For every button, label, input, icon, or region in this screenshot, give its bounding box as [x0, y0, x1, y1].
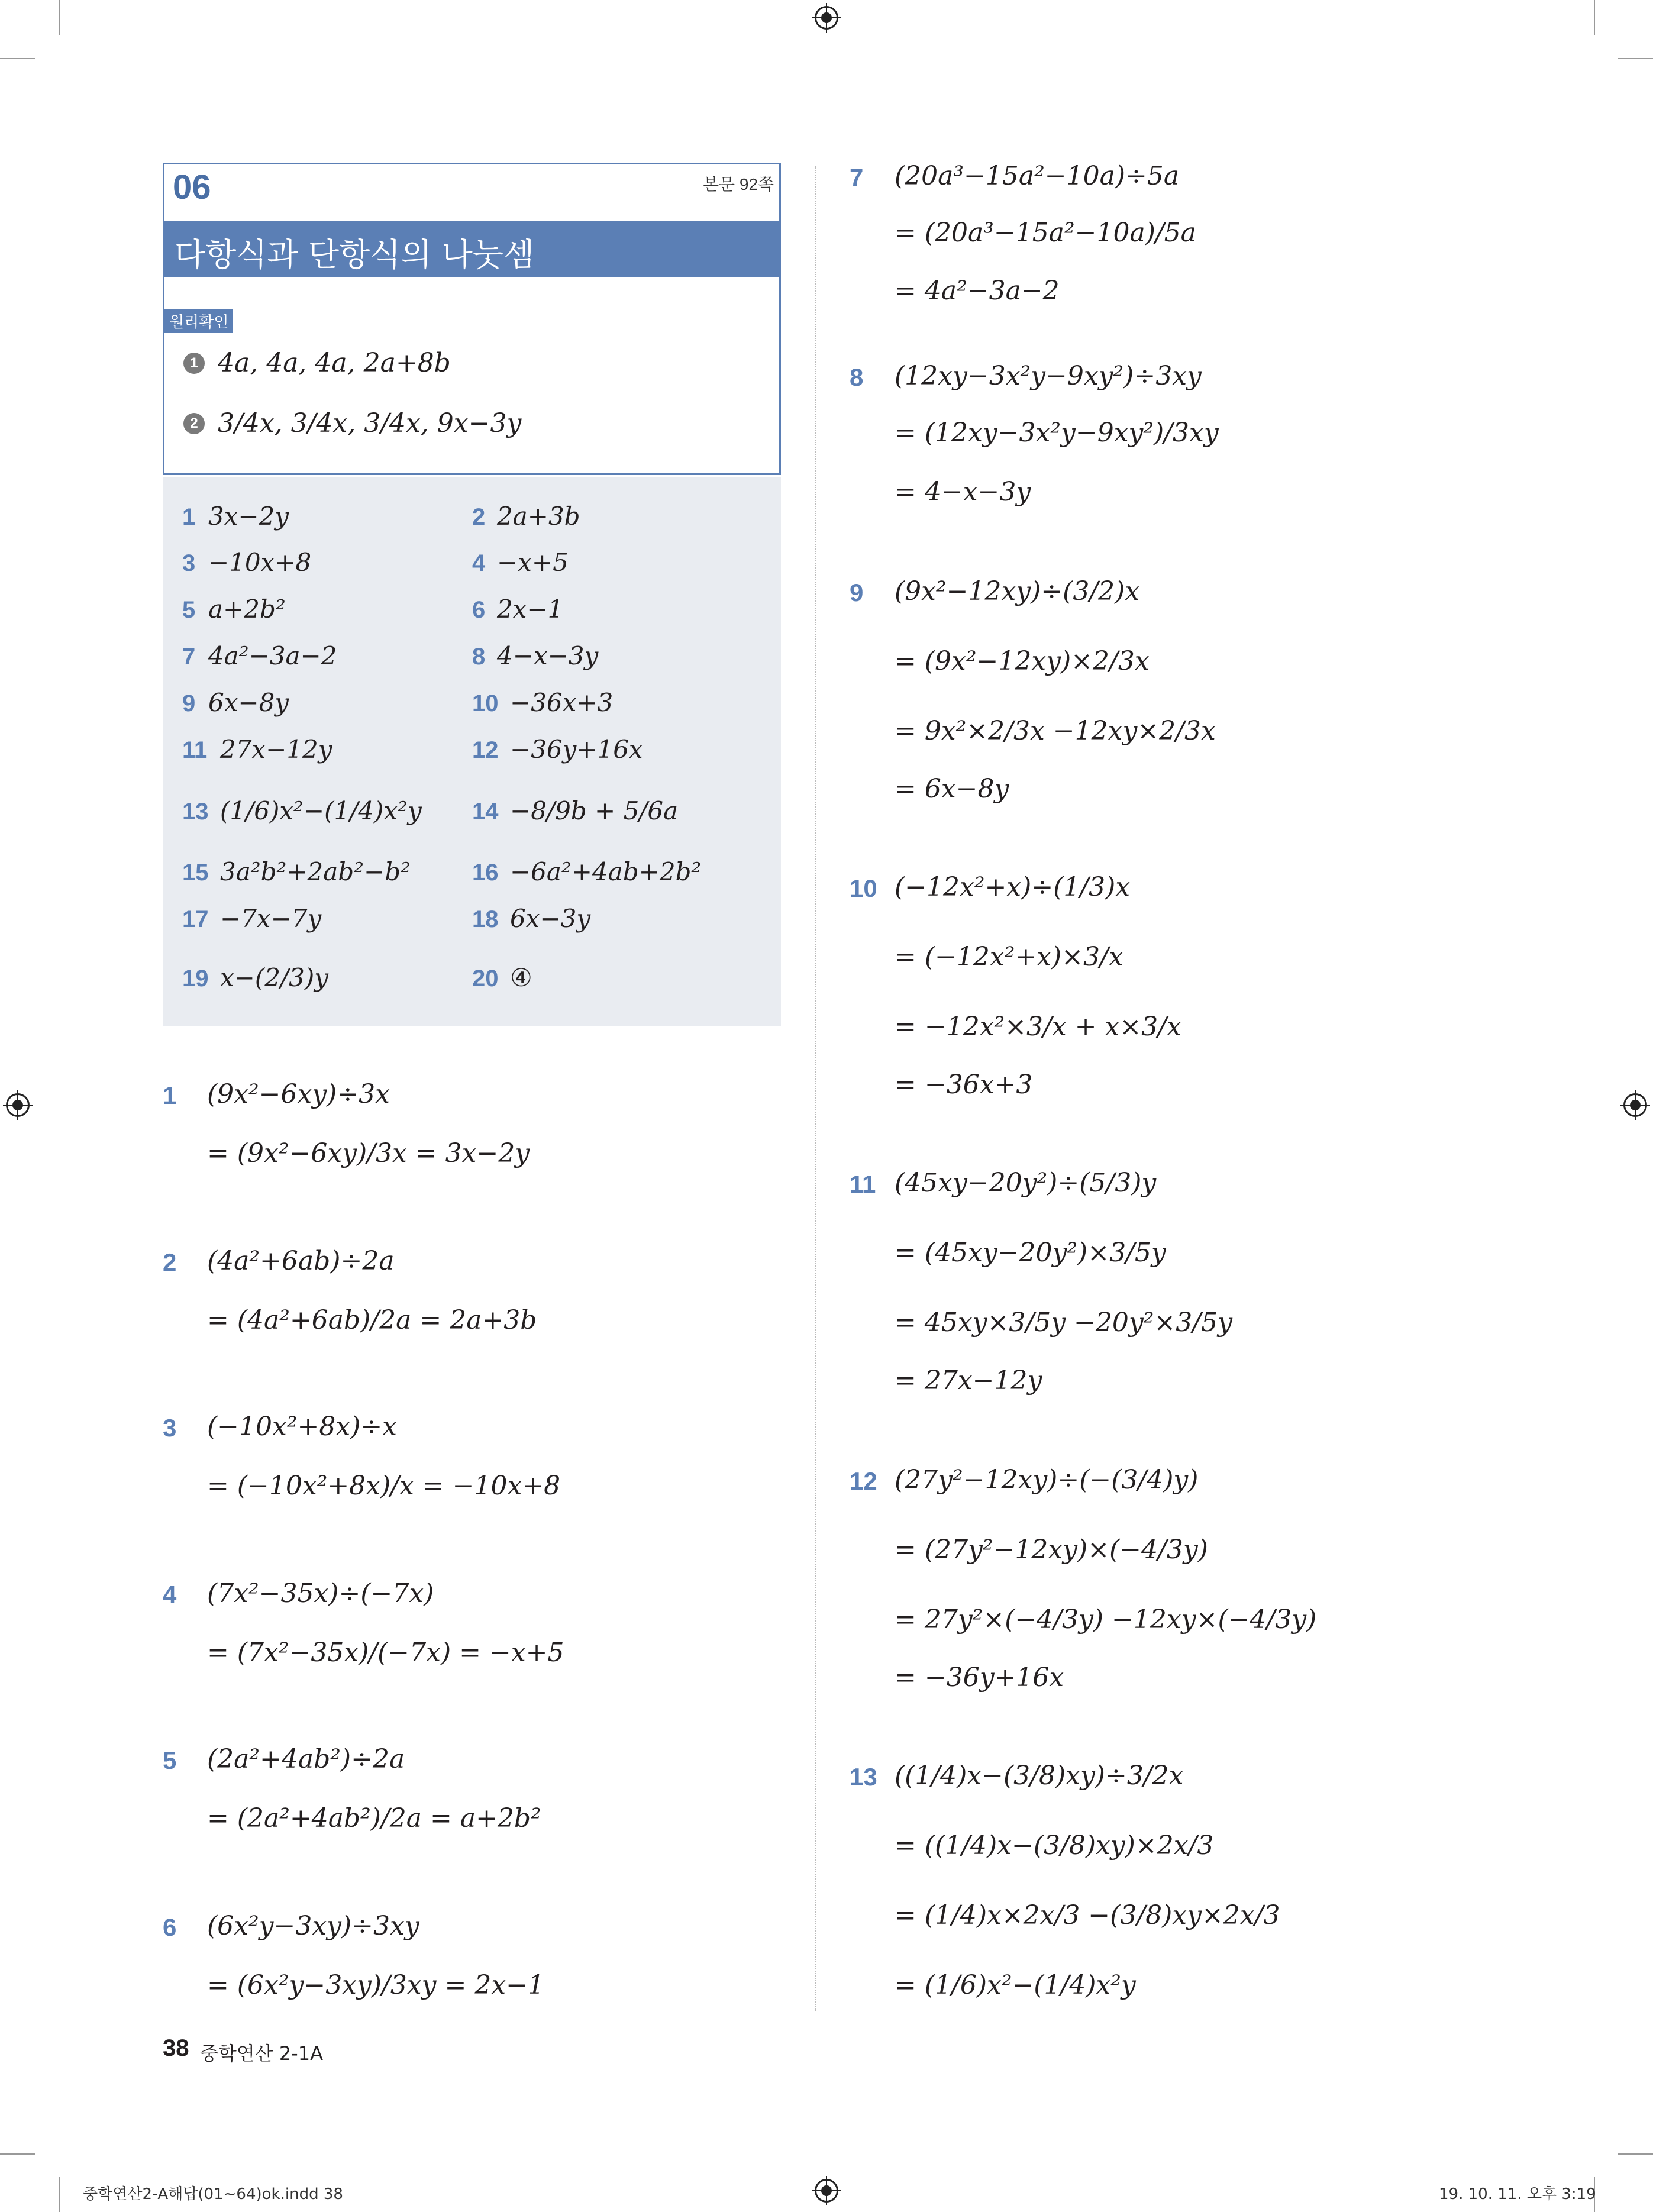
answer-number: 8 — [472, 644, 486, 670]
solution-line: (27y²−12xy)÷(−(3/4)y) — [895, 1465, 1199, 1495]
solution-line: (4a²+6ab)÷2a — [207, 1246, 395, 1276]
circle-number-2-icon: 2 — [183, 413, 205, 434]
solution-number: 11 — [850, 1170, 876, 1198]
principle-badge: 원리확인 — [164, 309, 233, 333]
answer-value: (1/6)x²−(1/4)x²y — [220, 796, 422, 825]
solution-number: 3 — [163, 1414, 177, 1442]
solution-line: = 9x²×2/3x −12xy×2/3x — [895, 716, 1216, 746]
solution-number: 10 — [850, 874, 877, 902]
solution-line: = −36x+3 — [895, 1070, 1033, 1100]
solution-line: (12xy−3x²y−9xy²)÷3xy — [895, 361, 1202, 391]
answer-number: 18 — [472, 906, 499, 932]
answer-number: 6 — [472, 597, 486, 623]
answer-number: 20 — [472, 965, 499, 992]
answer-value: 2a+3b — [497, 502, 580, 531]
solution-line: = 27y²×(−4/3y) −12xy×(−4/3y) — [895, 1604, 1317, 1635]
principle-2: 3/4x, 3/4x, 3/4x, 9x−3y — [218, 408, 522, 438]
registration-mark-icon — [6, 1093, 30, 1117]
answer-number: 19 — [182, 965, 209, 992]
answer-value: 3x−2y — [208, 502, 289, 531]
crop-mark — [1618, 58, 1653, 59]
answer-number: 3 — [182, 550, 196, 576]
solution-line: = (1/4)x×2x/3 −(3/8)xy×2x/3 — [895, 1900, 1280, 1930]
solution-line: = (9x²−6xy)/3x = 3x−2y — [207, 1138, 530, 1168]
solution-line: = (−10x²+8x)/x = −10x+8 — [207, 1471, 561, 1501]
answer-number: 15 — [182, 860, 209, 886]
solution-line: = (4a²+6ab)/2a = 2a+3b — [207, 1305, 537, 1335]
answer-number: 7 — [182, 644, 196, 670]
solution-line: = (20a³−15a²−10a)/5a — [895, 218, 1196, 248]
answer-value: 6x−3y — [510, 904, 591, 933]
answer-number: 1 — [182, 504, 196, 530]
registration-mark-icon — [815, 6, 838, 30]
column-divider — [815, 166, 816, 2011]
answer-number: 4 — [472, 550, 486, 576]
solution-line: = 4−x−3y — [895, 477, 1031, 507]
answer-number: 5 — [182, 597, 196, 623]
solution-line: = (27y²−12xy)×(−4/3y) — [895, 1535, 1208, 1565]
solution-number: 2 — [163, 1248, 177, 1276]
solution-line: = −12x²×3/x + x×3/x — [895, 1012, 1181, 1042]
answer-number: 17 — [182, 906, 209, 932]
crop-mark — [1594, 0, 1595, 35]
answer-number: 9 — [182, 690, 196, 716]
solution-line: (9x²−6xy)÷3x — [207, 1079, 390, 1109]
answer-value: −36y+16x — [510, 735, 643, 764]
solution-number: 9 — [850, 579, 864, 606]
answer-number: 12 — [472, 737, 499, 763]
answer-value: 2x−1 — [497, 595, 564, 624]
solution-line: = (9x²−12xy)×2/3x — [895, 646, 1150, 676]
solution-line: (9x²−12xy)÷(3/2)x — [895, 576, 1140, 606]
solution-line: = (−12x²+x)×3/x — [895, 942, 1123, 972]
crop-mark — [0, 2153, 35, 2155]
answer-number: 10 — [472, 690, 499, 716]
solution-line: = (7x²−35x)/(−7x) = −x+5 — [207, 1638, 564, 1668]
solution-line: = 45xy×3/5y −20y²×3/5y — [895, 1307, 1232, 1338]
date-info: 19. 10. 11. 오후 3:19 — [1439, 2185, 1596, 2203]
registration-mark-icon — [815, 2179, 838, 2203]
page-number: 38 — [163, 2035, 189, 2061]
solution-line: (7x²−35x)÷(−7x) — [207, 1578, 434, 1609]
answer-number: 13 — [182, 799, 209, 825]
section-title: 다항식과 단항식의 나눗셈 — [175, 236, 535, 273]
answer-number: 2 — [472, 504, 486, 530]
answer-value: 27x−12y — [220, 735, 332, 764]
solution-number: 5 — [163, 1746, 177, 1774]
crop-mark — [59, 2177, 60, 2212]
solution-line: (−12x²+x)÷(1/3)x — [895, 872, 1131, 902]
solution-number: 4 — [163, 1581, 177, 1609]
answer-value: −36x+3 — [510, 688, 614, 717]
solution-line: (45xy−20y²)÷(5/3)y — [895, 1168, 1157, 1198]
answer-value: −7x−7y — [220, 904, 322, 933]
solution-number: 6 — [163, 1913, 177, 1941]
answer-value: 6x−8y — [208, 688, 289, 717]
answer-number: 14 — [472, 799, 499, 825]
answer-value: −10x+8 — [208, 548, 312, 577]
solution-line: ((1/4)x−(3/8)xy)÷3/2x — [895, 1761, 1184, 1791]
solution-line: = (1/6)x²−(1/4)x²y — [895, 1970, 1136, 2000]
solution-line: = −36y+16x — [895, 1662, 1064, 1693]
principle-1: 4a, 4a, 4a, 2a+8b — [218, 348, 451, 378]
solution-line: = (2a²+4ab²)/2a = a+2b² — [207, 1803, 541, 1833]
answer-value: x−(2/3)y — [220, 963, 328, 992]
solution-line: = 4a²−3a−2 — [895, 276, 1060, 306]
solution-line: = (6x²y−3xy)/3xy = 2x−1 — [207, 1970, 545, 2000]
answer-number: 16 — [472, 860, 499, 886]
solution-line: = 27x−12y — [895, 1365, 1042, 1396]
answer-value: a+2b² — [208, 595, 286, 624]
book-name: 중학연산 2-1A — [200, 2042, 323, 2065]
crop-mark — [0, 58, 35, 59]
solution-number: 1 — [163, 1081, 177, 1109]
crop-mark — [1618, 2153, 1653, 2155]
solution-number: 13 — [850, 1763, 877, 1791]
solution-line: = 6x−8y — [895, 774, 1009, 804]
solution-line: = ((1/4)x−(3/8)xy)×2x/3 — [895, 1830, 1214, 1861]
solution-line: (2a²+4ab²)÷2a — [207, 1744, 405, 1774]
answer-value: −8/9b + 5/6a — [510, 796, 679, 825]
solution-line: (6x²y−3xy)÷3xy — [207, 1911, 419, 1941]
answer-value: 4−x−3y — [497, 641, 599, 670]
solution-number: 12 — [850, 1467, 877, 1495]
page-reference: 본문 92쪽 — [703, 175, 774, 193]
answer-value: 3a²b²+2ab²−b² — [220, 857, 411, 886]
solution-line: (−10x²+8x)÷x — [207, 1412, 397, 1442]
file-info: 중학연산2-A해답(01~64)ok.indd 38 — [83, 2185, 343, 2203]
registration-mark-icon — [1623, 1093, 1647, 1117]
answer-value: ④ — [510, 963, 532, 992]
answer-number: 11 — [182, 737, 208, 763]
solution-line: (20a³−15a²−10a)÷5a — [895, 161, 1180, 191]
answer-value: 4a²−3a−2 — [208, 641, 337, 670]
solution-line: = (45xy−20y²)×3/5y — [895, 1238, 1166, 1268]
answer-value: −6a²+4ab+2b² — [510, 857, 702, 886]
solution-number: 7 — [850, 163, 864, 191]
section-number: 06 — [173, 168, 211, 206]
answer-value: −x+5 — [497, 548, 569, 577]
solution-line: = (12xy−3x²y−9xy²)/3xy — [895, 418, 1219, 448]
crop-mark — [59, 0, 60, 35]
solution-number: 8 — [850, 363, 864, 391]
circle-number-1-icon: 1 — [183, 353, 205, 374]
